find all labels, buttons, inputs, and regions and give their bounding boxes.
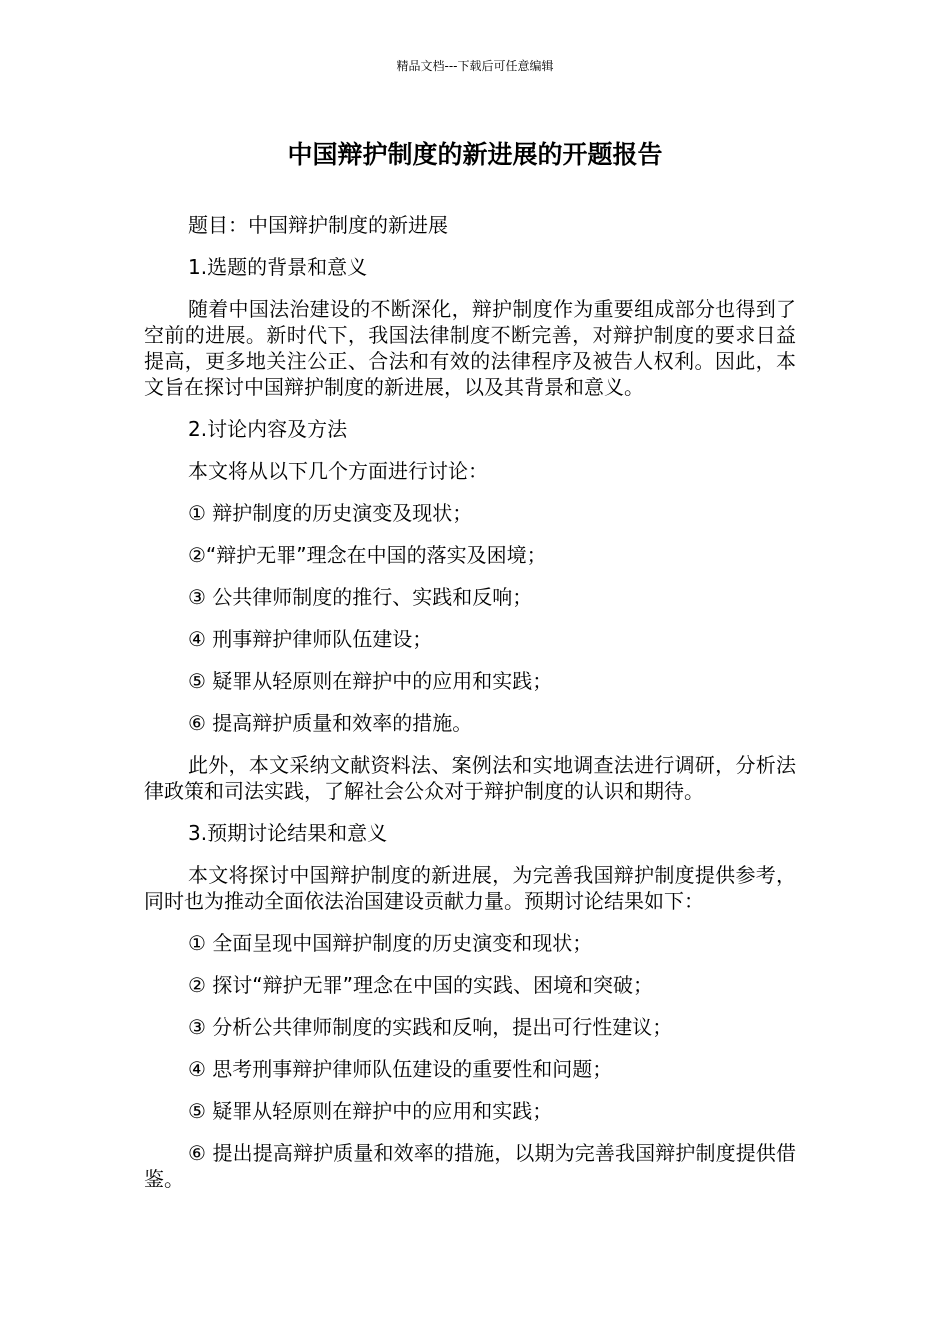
discussion-item-1: ① 辩护制度的历史演变及现状； bbox=[188, 501, 473, 525]
discussion-item-3: ③ 公共律师制度的推行、实践和反响； bbox=[188, 585, 533, 609]
discussion-item-5: ⑤ 疑罪从轻原则在辩护中的应用和实践； bbox=[188, 669, 553, 693]
result-item-4: ④ 思考刑事辩护律师队伍建设的重要性和问题； bbox=[188, 1057, 613, 1081]
document-body bbox=[144, 212, 796, 1208]
discussion-item-4: ④ 刑事辩护律师队伍建设； bbox=[188, 627, 433, 651]
section-heading-content-method: 2.讨论内容及方法 bbox=[188, 417, 348, 441]
section-heading-expected-results: 3.预期讨论结果和意义 bbox=[188, 821, 388, 845]
topic-line: 题目：中国辩护制度的新进展 bbox=[188, 213, 448, 237]
result-item-6: ⑥ 提出提高辩护质量和效率的措施，以期为完善我国辩护制度提供借鉴。 bbox=[144, 1141, 796, 1191]
background-paragraph: 随着中国法治建设的不断深化，辩护制度作为重要组成部分也得到了空前的进展。新时代下，我国法律制度不断完善，对辩护制度的要求日益提高，更多地关注公正、合法和有效的法律程序及被告人权利。因此，本文旨在探讨中国辩护制度的新进展，以及其背景和意义。 bbox=[144, 297, 796, 399]
result-item-2: ② 探讨“辩护无罪”理念在中国的实践、困境和突破； bbox=[188, 973, 654, 997]
result-item-5: ⑤ 疑罪从轻原则在辩护中的应用和实践； bbox=[188, 1099, 553, 1123]
result-item-3: ③ 分析公共律师制度的实践和反响，提出可行性建议； bbox=[188, 1015, 673, 1039]
result-item-1: ① 全面呈现中国辩护制度的历史演变和现状； bbox=[188, 931, 593, 955]
section-heading-background: 1.选题的背景和意义 bbox=[188, 255, 368, 279]
discussion-intro: 本文将从以下几个方面进行讨论： bbox=[188, 459, 488, 483]
method-paragraph: 此外，本文采纳文献资料法、案例法和实地调查法进行调研，分析法律政策和司法实践，了解社会公众对于辩护制度的认识和期待。 bbox=[144, 753, 796, 803]
discussion-item-2: ②“辩护无罪”理念在中国的落实及困境； bbox=[188, 543, 547, 567]
discussion-item-6: ⑥ 提高辩护质量和效率的措施。 bbox=[188, 711, 473, 735]
page-header-note: 精品文档---下载后可任意编辑 bbox=[396, 59, 554, 73]
expected-results-intro: 本文将探讨中国辩护制度的新进展，为完善我国辩护制度提供参考，同时也为推动全面依法治国建设贡献力量。预期讨论结果如下： bbox=[144, 863, 796, 913]
document-title: 中国辩护制度的新进展的开题报告 bbox=[287, 140, 663, 169]
